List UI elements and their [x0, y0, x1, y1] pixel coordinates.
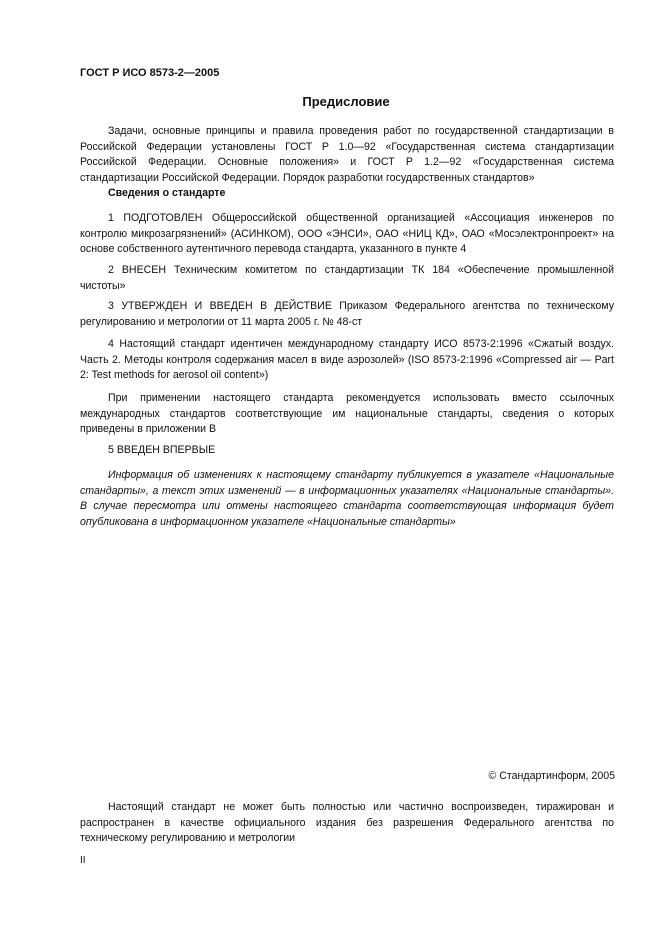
item-5	[80, 443, 614, 459]
copyright: © Стандартинформ, 2005	[488, 770, 615, 782]
subheading-text: Сведения о стандарте	[108, 187, 226, 199]
page-title: Предисловие	[302, 94, 390, 109]
item-text: 1 ПОДГОТОВЛЕН Общероссийской общественной организацией «Ассоциация инженеров по контролю микрозагрязнений» (АСИНКОМ), ООО «ЭНСИ», ОАО «НИЦ КД», ОАО «Мосэлектронпроект» на основе собственного аутентичного перевода стандарта, указанного в пункте 4	[80, 212, 614, 255]
subheading	[80, 186, 614, 202]
legal-notice-text: Настоящий стандарт не может быть полностью или частично воспроизведен, тиражирован и распространен в качестве официального издания без разрешения Федерального агентства по техническому регулированию и метрологии	[80, 801, 614, 844]
item-3	[80, 299, 614, 330]
item-1	[80, 211, 614, 258]
item-text: 4 Настоящий стандарт идентичен международному стандарту ИСО 8573-2:1996 «Сжатый воздух. Часть 2. Методы контроля содержания масел в виде аэрозолей» (ISO 8573-2:1996 «Compressed air — Part 2: Test methods for aerosol oil content»)	[80, 338, 614, 381]
item-text: При применении настоящего стандарта рекомендуется использовать вместо ссылочных международных стандартов соответствующие им национальные стандарты, сведения о которых приведены в приложении В	[80, 392, 614, 435]
intro-text: Задачи, основные принципы и правила проведения работ по государственной стандартизации в Российской Федерации установлены ГОСТ Р 1.0—92 «Государственная система стандартизации Российской Федерации. Основные положения» и ГОСТ Р 1.2—92 «Государственная система стандартизации Российской Федерации. Порядок разработки государственных стандартов»	[80, 125, 614, 184]
item-text: 3 УТВЕРЖДЕН И ВВЕДЕН В ДЕЙСТВИЕ Приказом Федерального агентства по техническому регулированию и метрологии от 11 марта 2005 г. № 48-ст	[80, 300, 614, 328]
item-4-note	[80, 391, 614, 438]
document-header: ГОСТ Р ИСО 8573-2—2005	[80, 67, 220, 79]
page-number: II	[80, 855, 86, 866]
info-note-text: Информация об изменениях к настоящему стандарту публикуется в указателе «Национальные стандарты», а текст этих изменений — в информационных указателях «Национальные стандарты». В случае пересмотра или отмены настоящего стандарта соответствующая информация будет опубликована в информационном указателе «Национальные стандарты»	[80, 469, 614, 528]
info-note	[80, 468, 614, 530]
item-text: 2 ВНЕСЕН Техническим комитетом по стандартизации ТК 184 «Обеспечение промышленной чистоты»	[80, 264, 614, 292]
legal-notice	[80, 800, 614, 847]
item-4	[80, 337, 614, 384]
item-text: 5 ВВЕДЕН ВПЕРВЫЕ	[108, 444, 216, 456]
item-2	[80, 263, 614, 294]
intro-paragraph	[80, 124, 614, 186]
